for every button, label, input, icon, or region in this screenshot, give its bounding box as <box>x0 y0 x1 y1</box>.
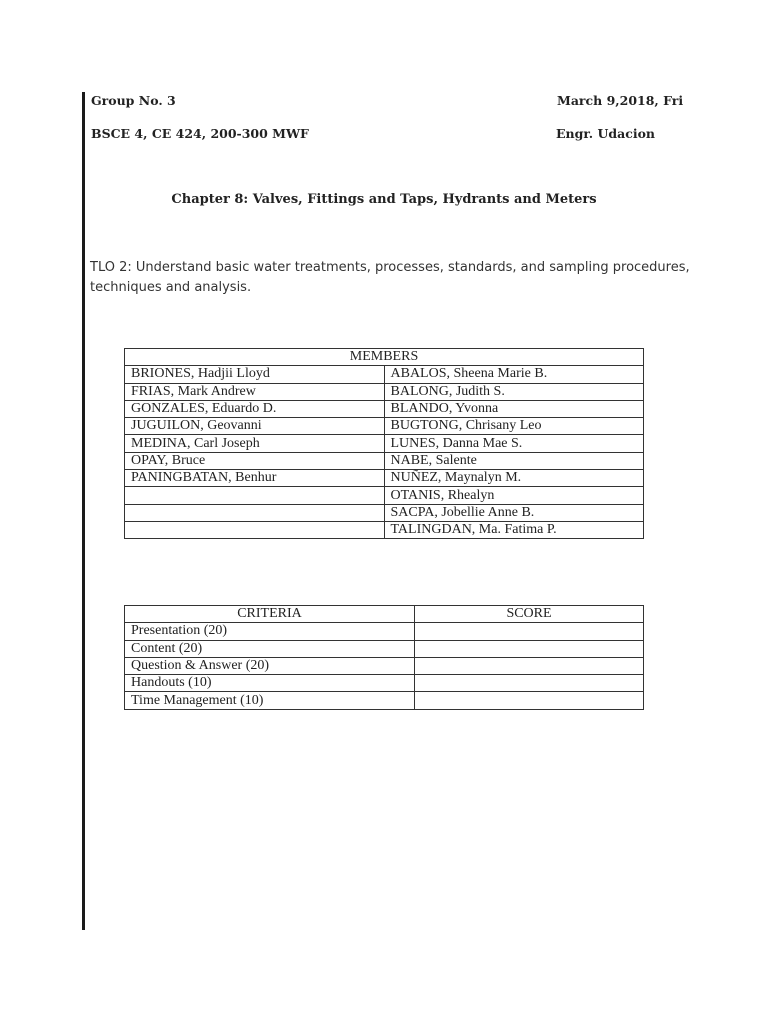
criteria-cell: Time Management (10) <box>125 692 415 709</box>
table-row <box>125 504 644 521</box>
criteria-cell: Content (20) <box>125 640 415 657</box>
table-row <box>125 692 644 709</box>
table-row <box>125 521 644 538</box>
chapter-title: Chapter 8: Valves, Fittings and Taps, Hydrants and Meters <box>171 192 597 207</box>
member-cell: GONZALES, Eduardo D. <box>125 400 385 417</box>
member-cell <box>125 487 385 504</box>
score-cell <box>415 623 644 640</box>
criteria-heading: CRITERIA <box>125 606 415 623</box>
member-cell: BRIONES, Hadjii Lloyd <box>125 366 385 383</box>
table-row <box>125 487 644 504</box>
member-cell: BUGTONG, Chrisany Leo <box>384 418 644 435</box>
member-cell: NUÑEZ, Maynalyn M. <box>384 470 644 487</box>
member-cell: JUGUILON, Geovanni <box>125 418 385 435</box>
learning-outcome-line-1: TLO 2: Understand basic water treatments, processes, standards, and sampling procedures, <box>90 260 690 275</box>
table-row <box>125 418 644 435</box>
learning-outcome-line-2: techniques and analysis. <box>90 280 252 295</box>
learning-outcome <box>90 258 690 298</box>
members-table <box>124 348 644 539</box>
criteria-cell: Question & Answer (20) <box>125 657 415 674</box>
score-cell <box>415 692 644 709</box>
members-header-row <box>125 349 644 366</box>
table-row <box>125 623 644 640</box>
score-heading: SCORE <box>415 606 644 623</box>
criteria-header-row <box>125 606 644 623</box>
member-cell: OPAY, Bruce <box>125 452 385 469</box>
criteria-table <box>124 605 644 710</box>
table-row <box>125 452 644 469</box>
member-cell: FRIAS, Mark Andrew <box>125 383 385 400</box>
member-cell: ABALOS, Sheena Marie B. <box>384 366 644 383</box>
group-number: Group No. 3 <box>91 93 176 108</box>
table-row <box>125 640 644 657</box>
member-cell: LUNES, Danna Mae S. <box>384 435 644 452</box>
table-row <box>125 366 644 383</box>
member-cell: SACPA, Jobellie Anne B. <box>384 504 644 521</box>
member-cell: PANINGBATAN, Benhur <box>125 470 385 487</box>
table-row <box>125 400 644 417</box>
report-date: March 9,2018, Fri <box>557 93 684 108</box>
table-row <box>125 657 644 674</box>
member-cell: BALONG, Judith S. <box>384 383 644 400</box>
member-cell: OTANIS, Rhealyn <box>384 487 644 504</box>
table-row <box>125 675 644 692</box>
score-cell <box>415 640 644 657</box>
left-margin-rule <box>82 92 85 930</box>
member-cell: BLANDO, Yvonna <box>384 400 644 417</box>
table-row <box>125 470 644 487</box>
table-row <box>125 435 644 452</box>
course-info: BSCE 4, CE 424, 200-300 MWF <box>91 126 309 141</box>
member-cell: MEDINA, Carl Joseph <box>125 435 385 452</box>
members-heading: MEMBERS <box>125 349 644 366</box>
member-cell <box>125 521 385 538</box>
score-cell <box>415 675 644 692</box>
criteria-cell: Presentation (20) <box>125 623 415 640</box>
criteria-cell: Handouts (10) <box>125 675 415 692</box>
member-cell: NABE, Salente <box>384 452 644 469</box>
table-row <box>125 383 644 400</box>
score-cell <box>415 657 644 674</box>
member-cell: TALINGDAN, Ma. Fatima P. <box>384 521 644 538</box>
instructor-name: Engr. Udacion <box>556 126 656 141</box>
member-cell <box>125 504 385 521</box>
